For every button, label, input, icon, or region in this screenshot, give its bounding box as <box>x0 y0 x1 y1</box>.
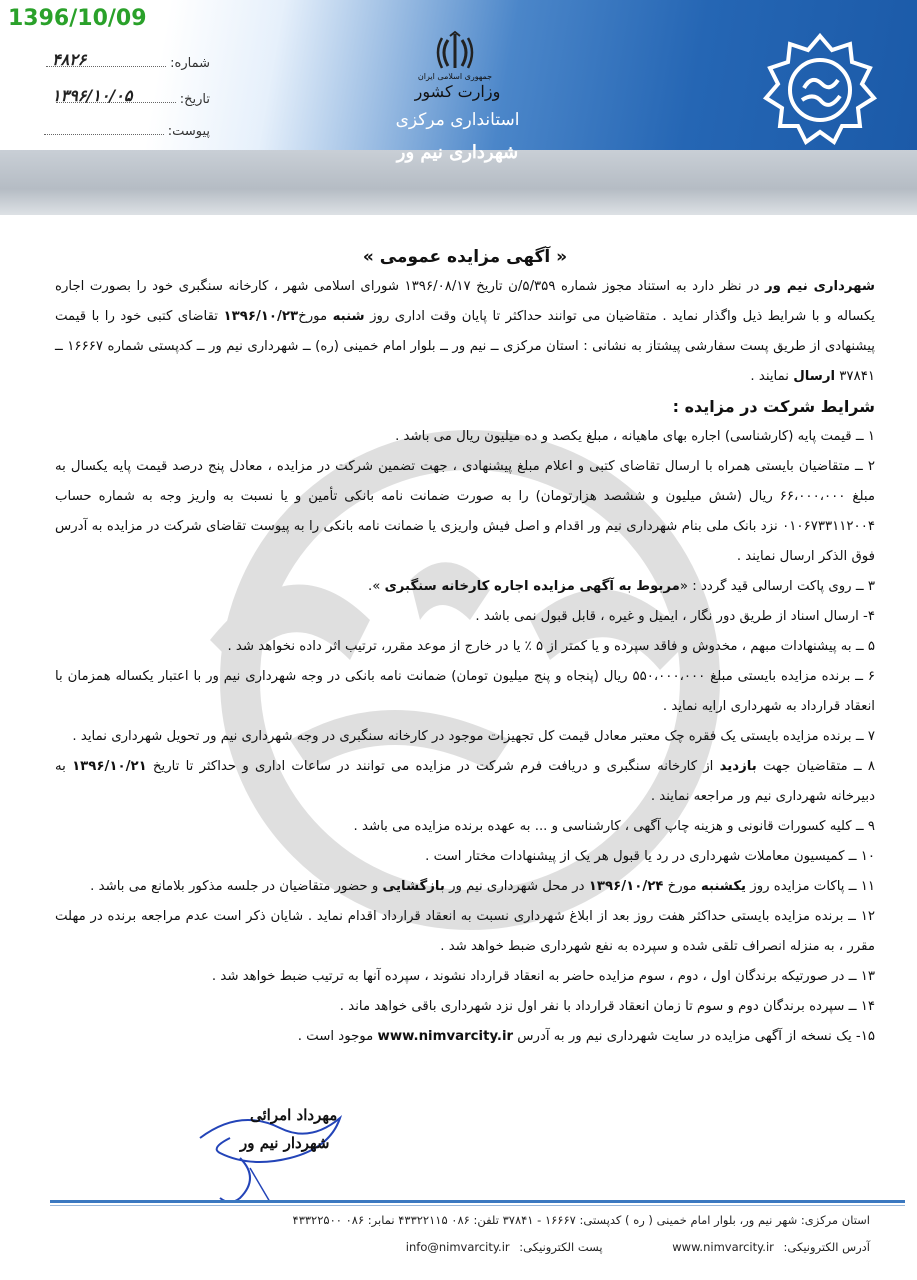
condition-14: ۱۴ ــ سپرده برندگان دوم و سوم تا زمان انعقاد قرارداد با نفر اول نزد شهرداری باقی خواهد ماند . <box>339 999 875 1014</box>
footer-web-label: آدرس الکترونیکی: <box>783 1240 870 1254</box>
intro-text-1: در نظر دارد به استناد مجوز شماره ۵/۳۵۹/ن تاریخ ۱۳۹۶/۰۸/۱۷ شورای اسلامی شهر ، کارخانه سنگبری خود را بصورت اجاره یکساله و با شرایط ذیل واگذار نماید . متقاضیان می توانند حداکثر تا پایان وقت اداری روز <box>55 279 875 324</box>
intro-text-2: مورخ <box>298 309 333 324</box>
letter-number-value: ۴۸۲۶ <box>52 50 87 69</box>
condition-7: ۷ ــ برنده مزایده بایستی یک فقره چک معتبر معادل قیمت کل تجهیزات موجود در کارخانه سنگبری در وجه شهرداری نیم ور تحویل شهرداری نماید . <box>72 729 875 744</box>
document-title: « آگهی مزایده عمومی » <box>362 247 568 267</box>
emblem-caption: جمهوری اسلامی ایران <box>417 72 493 81</box>
condition-11-post: و حضور متقاضیان در جلسه مذکور بلامانع می باشد . <box>90 879 383 894</box>
condition-13: ۱۳ ــ در صورتیکه برندگان اول ، دوم ، سوم مزایده حاضر به انعقاد قرارداد نشوند ، سپرده آنها به ترتیب ضبط خواهد شد . <box>211 969 875 984</box>
document-body <box>55 244 875 1052</box>
condition-1: ۱ ــ قیمت پایه (کارشناسی) اجاره بهای ماهیانه ، مبلغ یکصد و ده میلیون ریال می باشد . <box>395 429 875 444</box>
letter-number-label: شماره: <box>170 56 210 71</box>
condition-15 <box>55 1022 875 1052</box>
condition-9: ۹ ــ کلیه کسورات قانونی و هزینه چاپ آگهی ، کارشناسی و ... به عهده برنده مزایده می باشد . <box>353 819 875 834</box>
footer-contacts <box>200 1240 870 1254</box>
letter-date-label: تاریخ: <box>179 92 210 107</box>
condition-3-pre: ۳ ــ روی پاکت ارسالی قید گردد : « <box>679 579 875 594</box>
intro-send: ارسال <box>793 369 836 384</box>
intro-org: شهرداری نیم ور <box>765 279 876 294</box>
condition-15-website[interactable]: www.nimvarcity.ir <box>377 1029 514 1044</box>
footer-address: استان مرکزی: شهر نیم ور، بلوار امام خمینی ( ره ) کدپستی: ۱۶۶۶۷ - ۳۷۸۴۱ تلفن: ۰۸۶ ۴۳۳۲۲۱۱۵ نمابر: ۰۸۶ ۴۳۳۲۲۵۰۰ <box>292 1213 870 1227</box>
condition-6: ۶ ــ برنده مزایده بایستی مبلغ ۵۵۰،۰۰۰،۰۰۰ ریال (پنجاه و پنج میلیون تومان) ضمانت نامه بانکی در وجه شهرداری نیم ور با اعتبار یکساله همزمان با انعقاد قرارداد به شهرداری ارایه نماید . <box>55 669 875 714</box>
condition-11-mid: مورخ <box>663 879 701 894</box>
intro-text-4: نمایند . <box>750 369 794 384</box>
footer-website-link[interactable]: www.nimvarcity.ir <box>672 1240 774 1254</box>
condition-3-bold: مربوط به آگهی مزایده اجاره کارخانه سنگبری <box>384 579 680 594</box>
condition-11-mid2: در محل شهرداری نیم ور <box>444 879 589 894</box>
footer-divider-thin <box>50 1205 905 1206</box>
condition-8-mid: از کارخانه سنگبری و دریافت فرم شرکت در مزایده می توانند در ساعات اداری و حداکثر تا تاریخ <box>146 759 720 774</box>
condition-2: ۲ ــ متقاضیان بایستی همراه با ارسال تقاضای کتبی و اعلام مبلغ پیشنهادی ، جهت تضمین شرکت در مزایده ، معادل پنج درصد قیمت پایه یکسال به مبلغ ۶۶،۰۰۰،۰۰۰ ریال (شش میلیون و ششصد هزارتومان) را به صورت ضمانت نامه بانکی تأمین و یا نسبت به واریز وجه به شماره حساب ۰۱۰۶۷۳۳۱۱۲۰۰۴ نزد بانک ملی بنام شهرداری نیم ور اقدام و اصل فیش واریزی یا ضمانت نامه بانکی را به پیوست تقاضای شرکت در مزایده به آدرس فوق الذکر ارسال نمایند . <box>55 459 875 564</box>
intro-day: شنبه <box>332 309 365 324</box>
footer-email-label: پست الکترونیکی: <box>519 1240 603 1254</box>
signatory-title: شهردار نیم ور <box>240 1134 330 1152</box>
condition-11 <box>55 872 875 902</box>
signatory-name: مهرداد امرائی <box>250 1106 338 1124</box>
condition-11-open: بازگشایی <box>382 879 445 894</box>
iran-emblem-icon <box>430 30 480 75</box>
stamp-date: 1396/10/09 <box>8 6 147 31</box>
letter-number-row <box>30 50 210 71</box>
letter-date-value: ۱۳۹۶/۱۰/۰۵ <box>52 86 133 105</box>
attachment-label: پیوست: <box>167 124 210 139</box>
footer-divider <box>50 1200 905 1203</box>
conditions-heading: شرایط شرکت در مزایده : <box>672 397 875 416</box>
condition-3 <box>55 572 875 602</box>
condition-11-date: ۱۳۹۶/۱۰/۲۴ <box>588 879 664 894</box>
condition-12: ۱۲ ــ برنده مزایده بایستی حداکثر هفت روز بعد از ابلاغ شهرداری نسبت به انعقاد قرارداد اقدام نماید . شایان ذکر است عدم مراجعه برنده در مهلت مقرر ، به منزله انصراف تلقی شده و سپرده به نفع شهرداری ضبط خواهد شد . <box>55 909 875 954</box>
intro-deadline: ۱۳۹۶/۱۰/۲۳ <box>223 309 299 324</box>
municipality-name: شهرداری نیم ور <box>396 142 519 163</box>
condition-4: ۴- ارسال اسناد از طریق دور نگار ، ایمیل و غیره ، قابل قبول نمی باشد . <box>475 609 875 624</box>
intro-text-3: تقاضای کتبی خود را با قیمت پیشنهادی از طریق پست سفارشی پیشتاز به نشانی : استان مرکزی ــ نیم ور ــ بلوار امام خمینی (ره) ــ شهرداری نیم ور ــ کدپستی شماره ۱۶۶۶۷ ــ ۳۷۸۴۱ <box>55 309 875 384</box>
condition-11-pre: ۱۱ ــ پاکات مزایده روز <box>746 879 875 894</box>
intro-paragraph <box>55 272 875 392</box>
condition-5: ۵ ــ به پیشنهادات مبهم ، مخدوش و فاقد سپرده و یا کمتر از ۵ ٪ یا در خارج از موعد مقرر، ترتیب اثر داده نخواهد شد . <box>227 639 875 654</box>
attachment-row <box>30 124 210 139</box>
ministry-name: وزارت کشور <box>414 82 501 101</box>
condition-11-day: یکشنبه <box>700 879 747 894</box>
condition-10: ۱۰ ــ کمیسیون معاملات شهرداری در رد یا قبول هر یک از پیشنهادات مختار است . <box>425 849 875 864</box>
condition-8-pre: ۸ ــ متقاضیان جهت <box>756 759 875 774</box>
condition-15-post: موجود است . <box>297 1029 378 1044</box>
condition-8-visit: بازدید <box>719 759 757 774</box>
condition-8-date: ۱۳۹۶/۱۰/۲۱ <box>72 759 147 774</box>
condition-3-post: ». <box>367 579 385 594</box>
governorate-name: استانداری مرکزی <box>395 110 520 130</box>
letter-date-row <box>30 86 210 107</box>
footer-email-link[interactable]: info@nimvarcity.ir <box>405 1240 510 1254</box>
condition-8 <box>55 752 875 812</box>
municipality-logo-icon <box>760 30 880 150</box>
condition-8-post: به دبیرخانه شهرداری نیم ور مراجعه نمایند . <box>55 759 875 804</box>
condition-15-pre: ۱۵- یک نسخه از آگهی مزایده در سایت شهرداری نیم ور به آدرس <box>513 1029 875 1044</box>
